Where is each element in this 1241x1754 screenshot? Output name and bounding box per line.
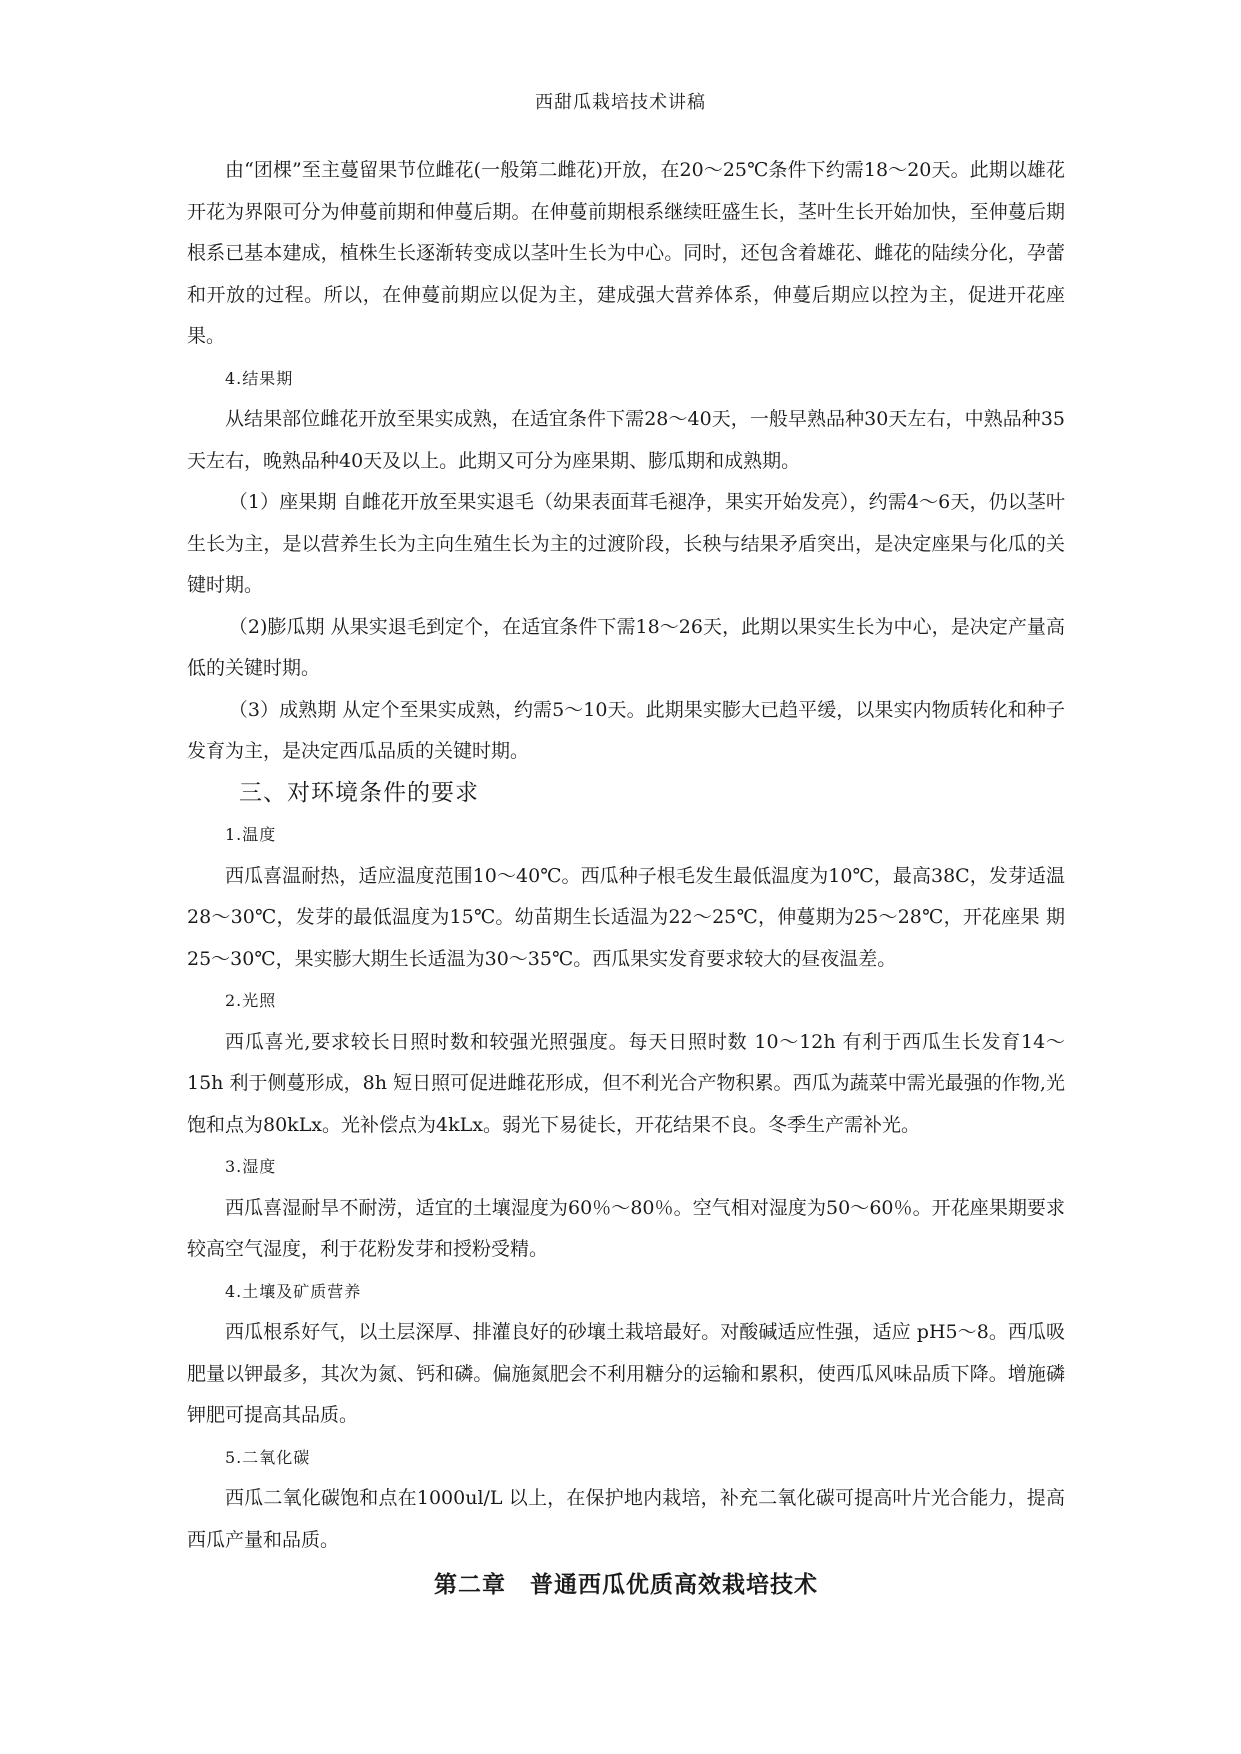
subheading-temperature: 1.温度 (225, 825, 277, 844)
chapter-title: 第二章 普通西瓜优质高效栽培技术 (434, 1571, 818, 1598)
paragraph-fruit-expansion: （2)膨瓜期 从果实退毛到定个，在适宜条件下需18～26天，此期以果实生长为中心，是决定产量高低的关键时期。 (187, 615, 1065, 679)
paragraph-temperature: 西瓜喜温耐热，适应温度范围10～40℃。西瓜种子根毛发生最低温度为10℃，最高38C，发芽适温28～30℃，发芽的最低温度为15℃。幼苗期生长适温为22～25℃，伸蔓期为25～28℃，开花座果 期25～30℃，果实膨大期生长适温为30～35℃。西瓜果实发育要求较大的昼夜温差。 (187, 864, 1065, 970)
paragraph-co2: 西瓜二氧化碳饱和点在1000ul/L 以上，在保护地内栽培，补充二氧化碳可提高叶片光合能力，提高西瓜产量和品质。 (187, 1487, 1065, 1551)
subheading-humidity: 3.湿度 (225, 1157, 277, 1176)
running-header: 西甜瓜栽培技术讲稿 (535, 92, 706, 113)
paragraph-humidity: 西瓜喜湿耐旱不耐涝，适宜的土壤湿度为60％～80％。空气相对湿度为50～60％。开花座果期要求较高空气湿度，利于花粉发芽和授粉受精。 (187, 1196, 1065, 1260)
paragraph-soil: 西瓜根系好气，以土层深厚、排灌良好的砂壤土栽培最好。对酸碱适应性强，适应 pH5～8。西瓜吸肥量以钾最多，其次为氮、钙和磷。偏施氮肥会不利用糖分的运输和累积，使西瓜风味品质下降。增施磷钾肥可提高其品质。 (187, 1321, 1065, 1426)
subheading-light: 2.光照 (225, 991, 277, 1010)
paragraph-vine-stage: 由“团棵”至主蔓留果节位雌花(一般第二雌花)开放，在20～25℃条件下约需18～20天。此期以雄花开花为界限可分为伸蔓前期和伸蔓后期。在伸蔓前期根系继续旺盛生长，茎叶生长开始加快，至伸蔓后期根系已基本建成，植株生长逐渐转变成以茎叶生长为中心。同时，还包含着雄花、雌花的陆续分化，孕蕾和开放的过程。所以，在伸蔓前期应以促为主，建成强大营养体系，伸蔓后期应以控为主，促进开花座果。 (187, 159, 1065, 347)
subheading-fruiting-stage: 4.结果期 (225, 368, 294, 388)
page-content (187, 150, 1065, 1603)
subheading-soil: 4.土壤及矿质营养 (225, 1281, 362, 1301)
paragraph-maturity: （3）成熟期 从定个至果实成熟，约需5～10天。此期果实膨大已趋平缓，以果实内物质转化和种子发育为主，是决定西瓜品质的关键时期。 (187, 698, 1065, 762)
subheading-co2: 5.二氧化碳 (225, 1447, 311, 1467)
paragraph-fruiting-stage: 从结果部位雌花开放至果实成熟，在适宜条件下需28～40天，一般早熟品种30天左右，中熟品种35天左右，晚熟品种40天及以上。此期又可分为座果期、膨瓜期和成熟期。 (187, 408, 1065, 472)
paragraph-fruit-setting: （1）座果期 自雌花开放至果实退毛（幼果表面茸毛褪净，果实开始发亮），约需4～6天，仍以茎叶生长为主，是以营养生长为主向生殖生长为主的过渡阶段，长秧与结果矛盾突出，是决定座果与化瓜的关键时期。 (187, 491, 1065, 596)
section-heading-environment: 三、对环境条件的要求 (239, 779, 479, 806)
paragraph-light: 西瓜喜光,要求较长日照时数和较强光照强度。每天日照时数 10～12h 有利于西瓜生长发育14～15h 利于侧蔓形成，8h 短日照可促进雌花形成，但不利光合产物积累。西瓜为蔬菜中需光最强的作物,光饱和点为80kLx。光补偿点为4kLx。弱光下易徒长，开花结果不良。冬季生产需补光。 (187, 1030, 1065, 1136)
